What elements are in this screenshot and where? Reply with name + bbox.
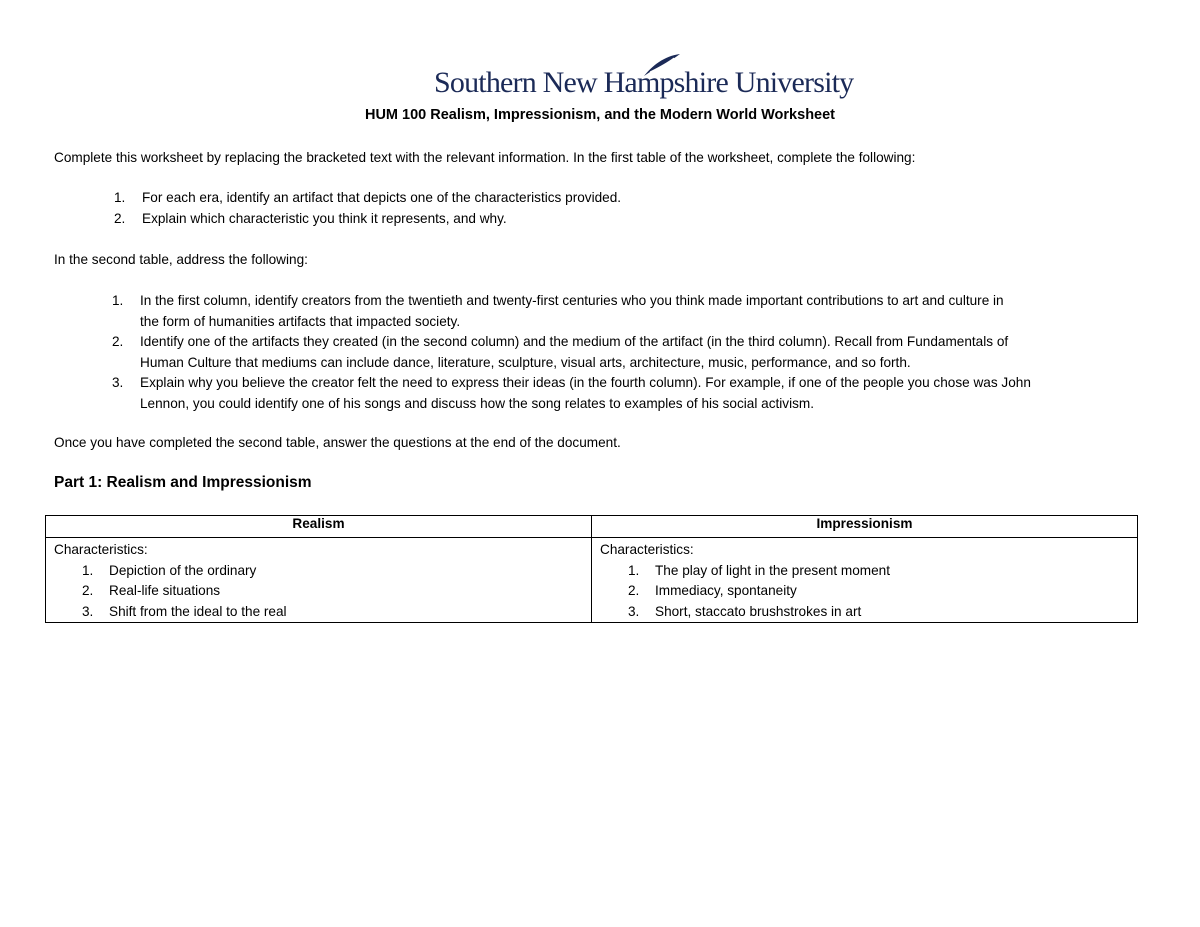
table-header-row bbox=[46, 516, 1138, 538]
list-number: 1. bbox=[114, 190, 126, 205]
characteristics-label: Characteristics: bbox=[600, 542, 694, 557]
list-item bbox=[112, 291, 1031, 332]
list-text: Human Culture that mediums can include dance, literature, sculpture, visual arts, architecture, music, performance, and so forth. bbox=[140, 354, 911, 370]
list-number: 2. bbox=[82, 583, 94, 598]
list-number: 2. bbox=[112, 334, 124, 349]
list-item bbox=[600, 561, 1129, 582]
list-number: 3. bbox=[112, 375, 124, 390]
list-number: 2. bbox=[628, 583, 640, 598]
logo-wordmark: Southern New Hampshire University bbox=[434, 66, 854, 99]
list-text: In the first column, identify creators from the twentieth and twenty-first centuries who you think made important contributions to art and culture in bbox=[140, 293, 1004, 308]
list-text: Identify one of the artifacts they created (in the second column) and the medium of the artifact (in the third column). Recall from Fundamentals of bbox=[140, 334, 1009, 349]
second-table-paragraph: In the second table, address the following: bbox=[54, 252, 308, 267]
list-text: Explain why you believe the creator felt the need to express their ideas (in the fourth column). For example, if one of the people you chose was John bbox=[140, 375, 1031, 390]
list-item bbox=[112, 373, 1031, 414]
list-item bbox=[114, 188, 621, 209]
part1-heading: Part 1: Realism and Impressionism bbox=[54, 474, 312, 491]
realism-list bbox=[54, 561, 583, 623]
list-text: Lennon, you could identify one of his songs and discuss how the song relates to examples of his social activism. bbox=[140, 395, 815, 411]
university-logo bbox=[434, 52, 854, 102]
list-text: Short, staccato brushstrokes in art bbox=[655, 603, 862, 619]
quill-icon bbox=[642, 52, 682, 78]
list-text: For each era, identify an artifact that depicts one of the characteristics provided. bbox=[142, 190, 622, 205]
list-number: 1. bbox=[628, 562, 640, 578]
characteristics-table bbox=[45, 515, 1138, 623]
list-text: Immediacy, spontaneity bbox=[655, 583, 797, 598]
list-text: The play of light in the present moment bbox=[655, 562, 890, 578]
realism-cell bbox=[46, 538, 592, 623]
intro-paragraph: Complete this worksheet by replacing the bracketed text with the relevant information. In the first table of the worksheet, complete the following: bbox=[54, 150, 916, 165]
characteristics-label: Characteristics: bbox=[54, 542, 148, 557]
page-title: HUM 100 Realism, Impressionism, and the Modern World Worksheet bbox=[364, 107, 836, 123]
list-item bbox=[54, 581, 583, 602]
impressionism-cell bbox=[592, 538, 1138, 623]
list-text: Explain which characteristic you think it represents, and why. bbox=[142, 210, 507, 226]
intro-steps bbox=[114, 188, 621, 229]
list-number: 3. bbox=[82, 603, 94, 619]
list-text: the form of humanities artifacts that impacted society. bbox=[140, 313, 461, 329]
table-row bbox=[46, 538, 1138, 623]
list-number: 3. bbox=[628, 603, 640, 619]
list-number: 2. bbox=[114, 210, 126, 226]
impressionism-header: Impressionism bbox=[592, 516, 1138, 538]
list-number: 1. bbox=[112, 293, 124, 308]
realism-header: Realism bbox=[46, 516, 592, 538]
list-item bbox=[54, 602, 583, 623]
list-item bbox=[54, 561, 583, 582]
list-text: Depiction of the ordinary bbox=[109, 562, 257, 578]
list-text: Shift from the ideal to the real bbox=[109, 603, 287, 619]
second-steps bbox=[112, 291, 1031, 414]
list-item bbox=[600, 581, 1129, 602]
list-item bbox=[112, 332, 1031, 373]
list-text: Real-life situations bbox=[109, 583, 221, 598]
list-item bbox=[600, 602, 1129, 623]
impressionism-list bbox=[600, 561, 1129, 623]
closing-paragraph: Once you have completed the second table, answer the questions at the end of the document. bbox=[54, 435, 621, 450]
list-item bbox=[114, 209, 621, 230]
list-number: 1. bbox=[82, 562, 94, 578]
